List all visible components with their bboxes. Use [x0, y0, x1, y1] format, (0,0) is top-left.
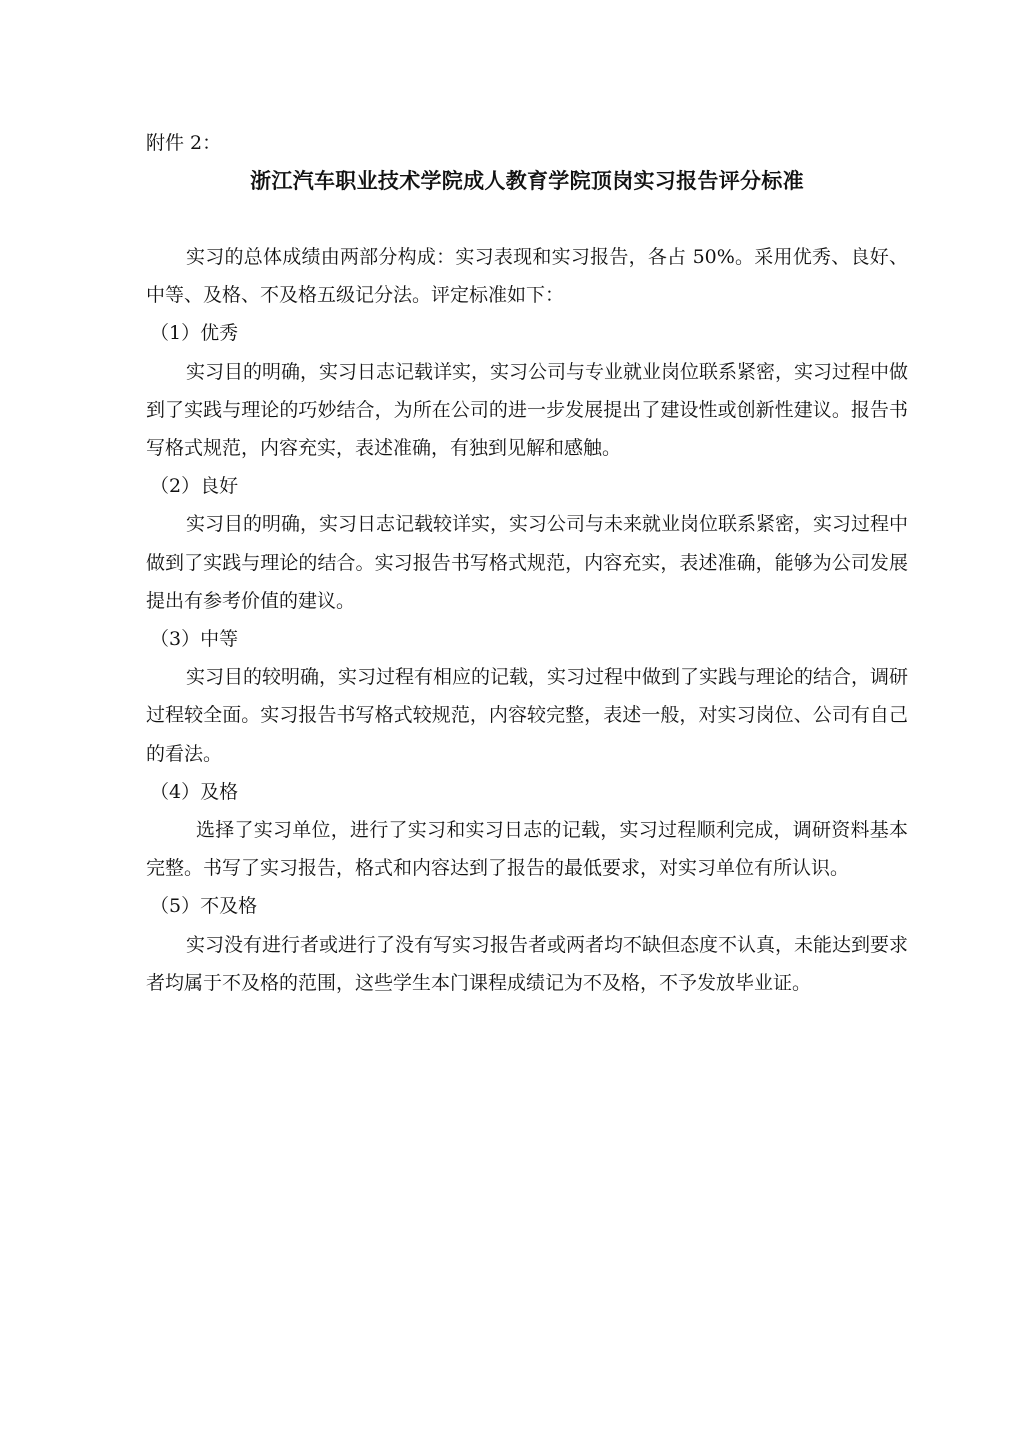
grade-heading-pass: （4）及格: [150, 780, 239, 803]
document-body: [146, 124, 908, 1002]
attachment-label: 附件 2：: [146, 132, 222, 154]
intro-paragraph: 实习的总体成绩由两部分构成：实习表现和实习报告，各占 50%。采用优秀、良好、中等、及格、不及格五级记分法。评定标准如下：: [146, 246, 908, 307]
grade-text-good: 实习目的明确，实习日志记载较详实，实习公司与未来就业岗位联系紧密，实习过程中做到了实践与理论的结合。实习报告书写格式规范，内容充实，表述准确，能够为公司发展提出有参考价值的建议。: [146, 513, 909, 612]
document-title: 浙江汽车职业技术学院成人教育学院顶岗实习报告评分标准: [250, 168, 804, 193]
grade-text-pass: 选择了实习单位，进行了实习和实习日志的记载，实习过程顺利完成，调研资料基本完整。书写了实习报告，格式和内容达到了报告的最低要求，对实习单位有所认识。: [146, 819, 908, 880]
grade-text-fail: 实习没有进行者或进行了没有写实习报告者或两者均不缺但态度不认真，未能达到要求者均属于不及格的范围，这些学生本门课程成绩记为不及格，不予发放毕业证。: [146, 933, 909, 994]
grade-heading-excellent: （1）优秀: [150, 322, 239, 345]
grade-text-medium: 实习目的较明确，实习过程有相应的记载，实习过程中做到了实践与理论的结合，调研过程较全面。实习报告书写格式较规范，内容较完整，表述一般，对实习岗位、公司有自己的看法。: [146, 666, 909, 765]
grade-text-excellent: 实习目的明确，实习日志记载详实，实习公司与专业就业岗位联系紧密，实习过程中做到了实践与理论的巧妙结合，为所在公司的进一步发展提出了建设性或创新性建议。报告书写格式规范，内容充实，表述准确，有独到见解和感触。: [146, 360, 909, 460]
grade-heading-medium: （3）中等: [150, 628, 239, 651]
grade-heading-fail: （5）不及格: [150, 895, 258, 918]
grade-heading-good: （2）良好: [150, 475, 239, 498]
